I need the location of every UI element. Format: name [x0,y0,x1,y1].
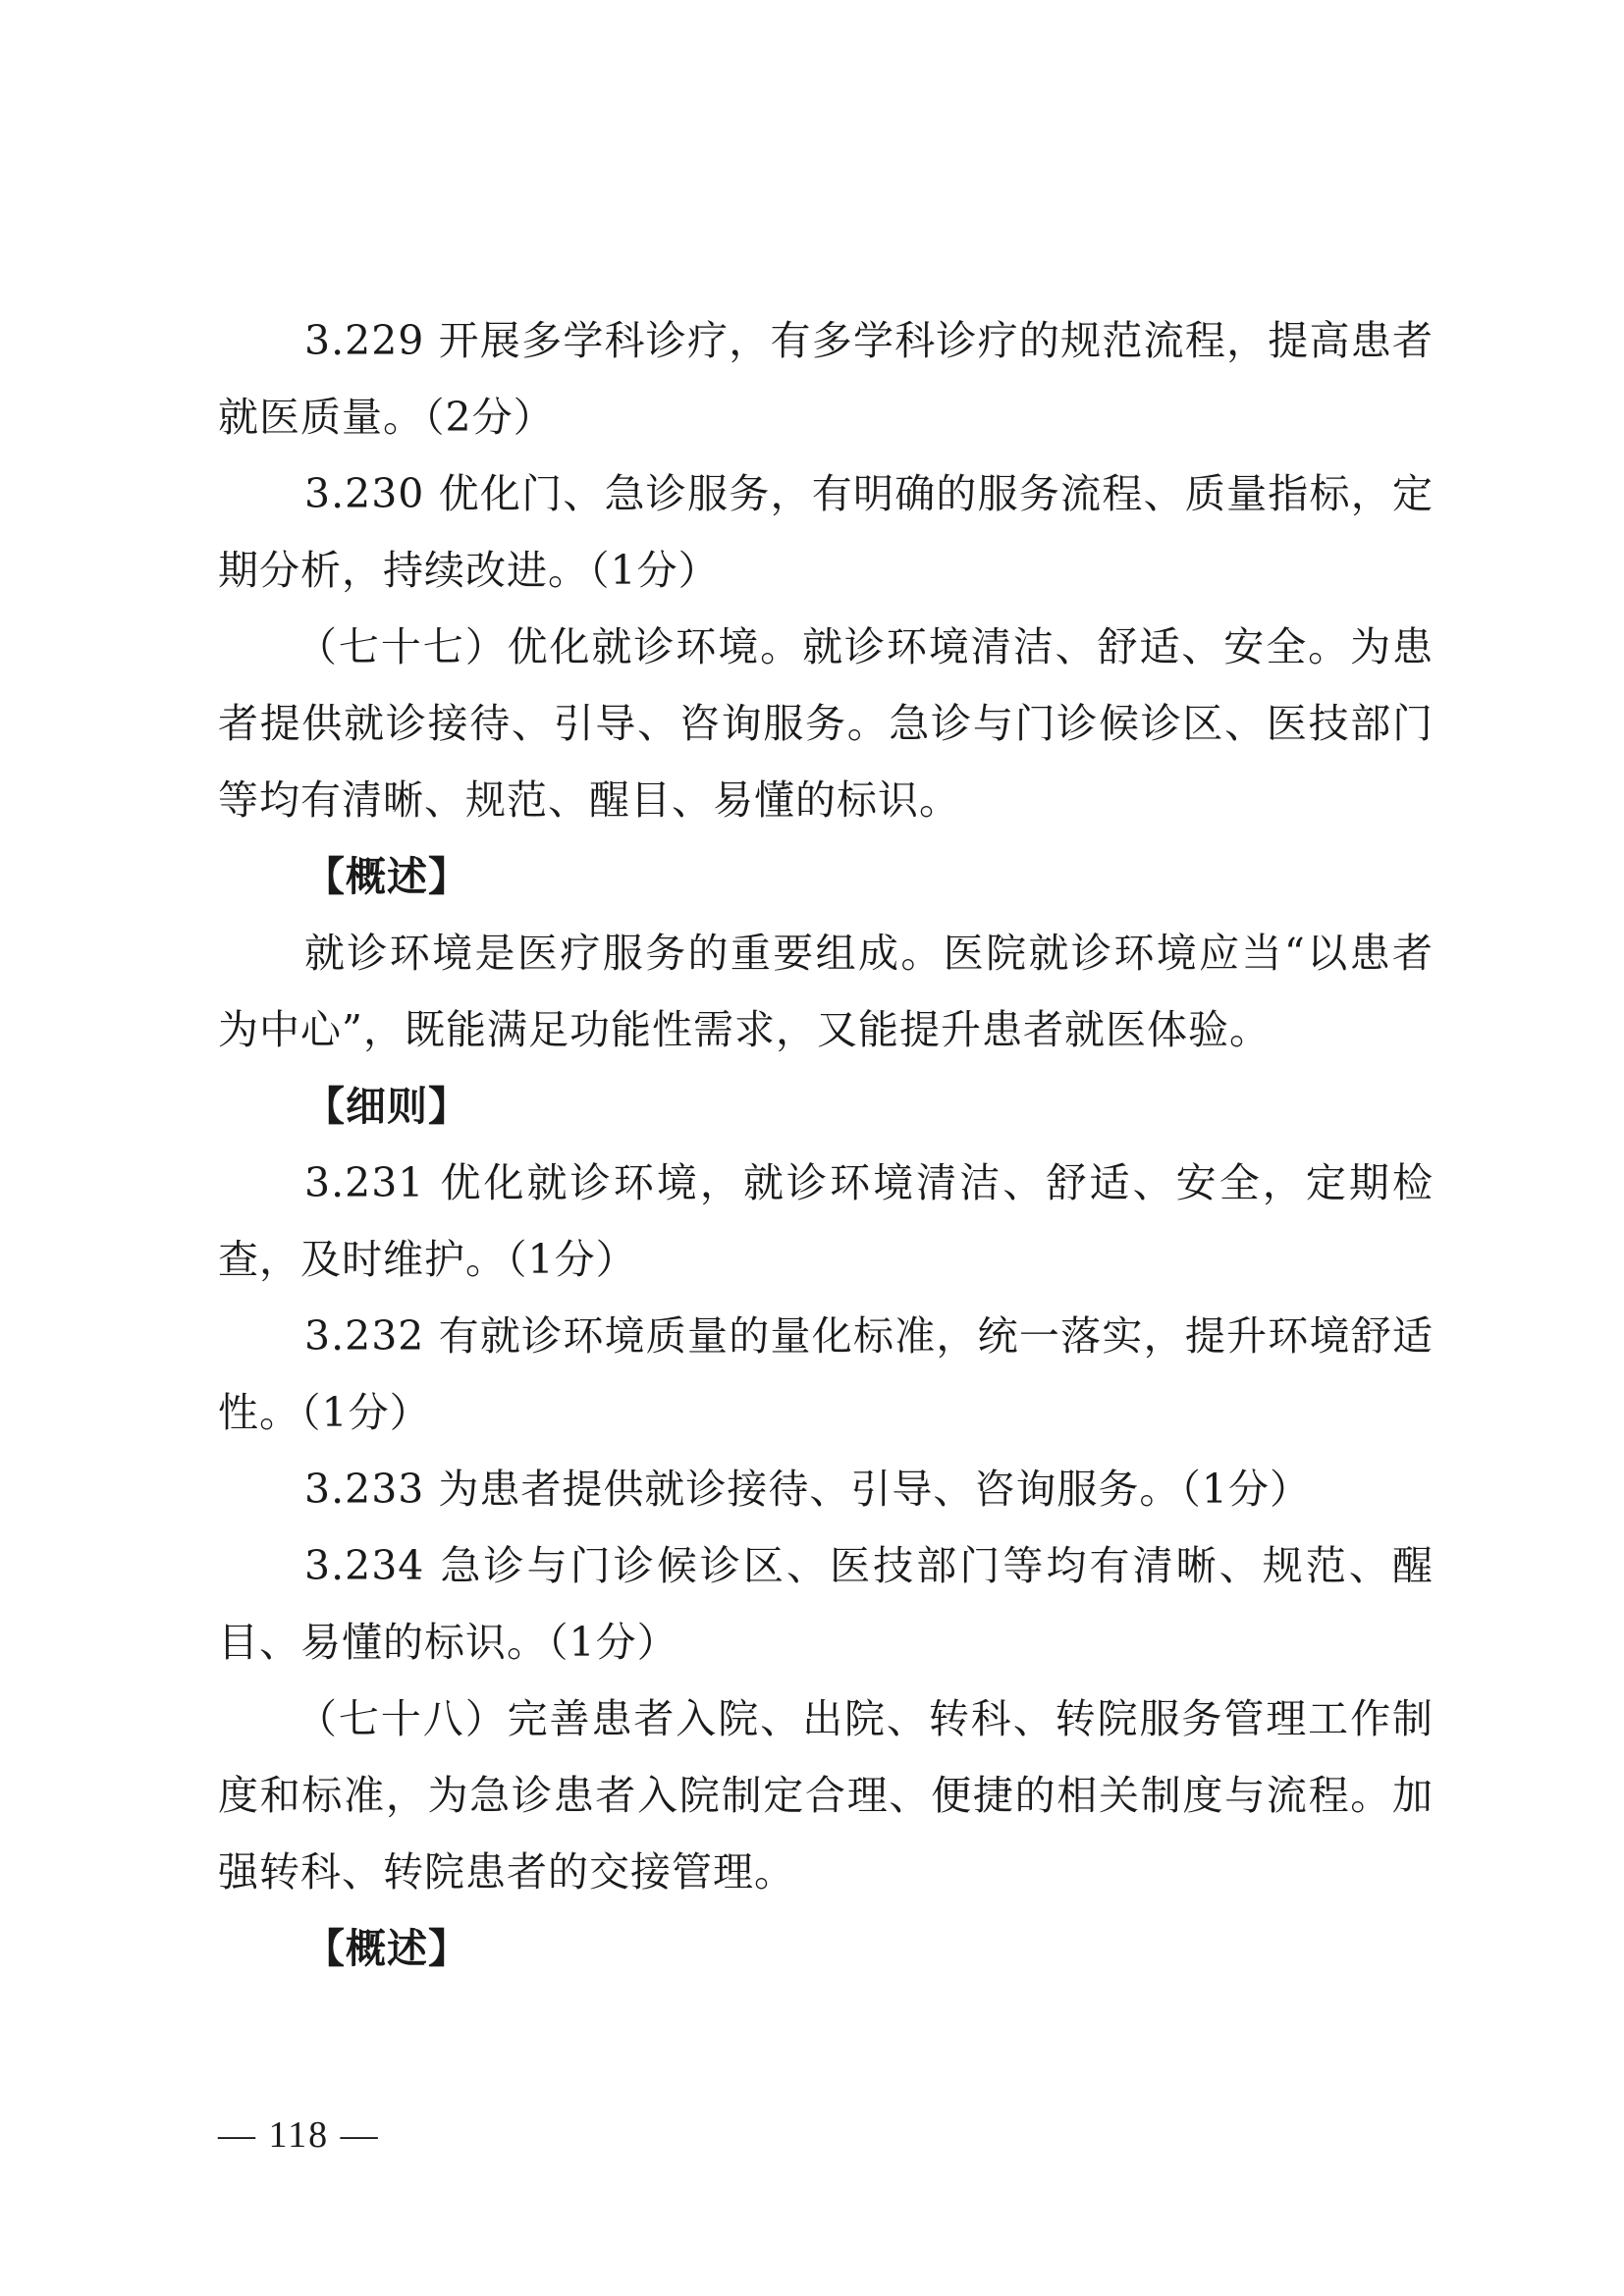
document-body [218,302,1434,1987]
section-77-intro: （七十七）优化就诊环境。就诊环境清洁、舒适、安全。为患者提供就诊接待、引导、咨询服务。急诊与门诊候诊区、医技部门等均有清晰、规范、醒目、易懂的标识。 [218,623,1434,824]
item-3-229: 3.229 开展多学科诊疗，有多学科诊疗的规范流程，提高患者就医质量。（2分） [218,317,1434,441]
rules-heading: 【细则】 [304,1083,469,1130]
item-3-230: 3.230 优化门、急诊服务，有明确的服务流程、质量指标，定期分析，持续改进。（1分） [218,470,1434,594]
section-78-intro: （七十八）完善患者入院、出院、转科、转院服务管理工作制度和标准，为急诊患者入院制定合理、便捷的相关制度与流程。加强转科、转院患者的交接管理。 [218,1695,1434,1896]
item-3-233: 3.233 为患者提供就诊接待、引导、咨询服务。（1分） [304,1466,1311,1513]
overview-heading: 【概述】 [304,853,469,900]
item-3-231: 3.231 优化就诊环境，就诊环境清洁、舒适、安全，定期检查，及时维护。（1分） [218,1159,1434,1283]
item-3-232: 3.232 有就诊环境质量的量化标准，统一落实，提升环境舒适性。（1分） [218,1312,1434,1436]
overview-text: 就诊环境是医疗服务的重要组成。医院就诊环境应当“以患者为中心”，既能满足功能性需求，又能提升患者就医体验。 [218,930,1434,1053]
page-number: — 118 — [218,2114,380,2156]
overview-heading-2: 【概述】 [304,1925,469,1972]
item-3-234: 3.234 急诊与门诊候诊区、医技部门等均有清晰、规范、醒目、易懂的标识。（1分） [218,1542,1434,1666]
